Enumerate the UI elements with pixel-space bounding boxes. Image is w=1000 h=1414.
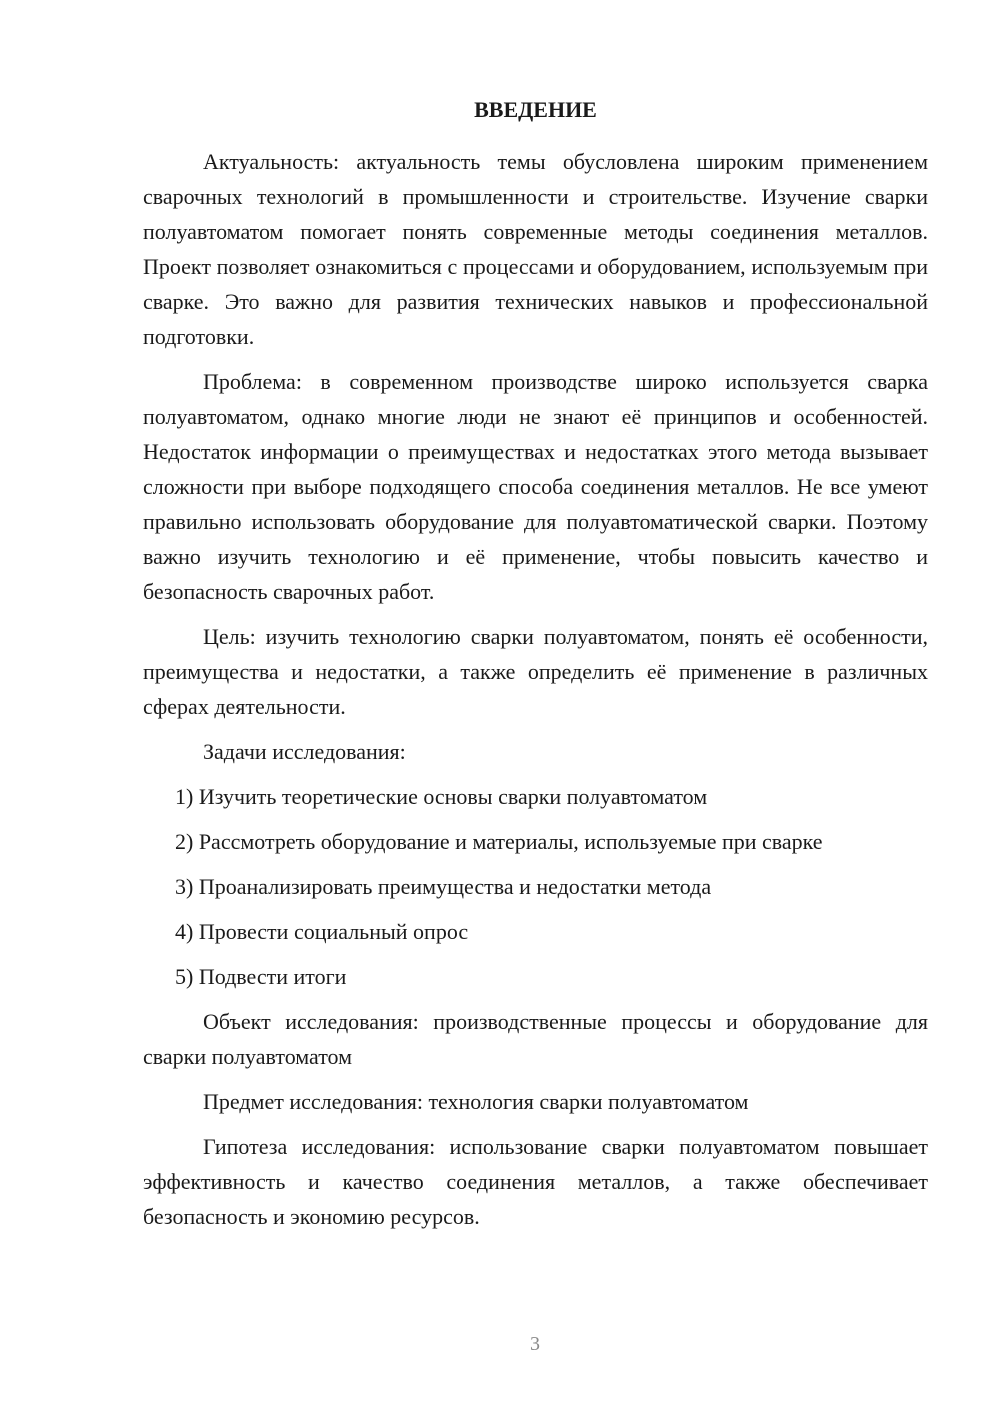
object-paragraph: Объект исследования: производственные процессы и оборудование для сварки полуавтоматом — [143, 1009, 928, 1069]
page-content — [143, 96, 928, 1234]
task-item-3: 3) Проанализировать преимущества и недостатки метода — [175, 874, 712, 899]
task-item-5: 5) Подвести итоги — [175, 964, 347, 989]
task-item-1: 1) Изучить теоретические основы сварки полуавтоматом — [175, 784, 708, 809]
problem-paragraph: Проблема: в современном производстве широко используется сварка полуавтоматом, однако многие люди не знают её принципов и особенностей. Недостаток информации о преимуществах и недостатках этого метода вызывает сложности при выборе подходящего способа соединения металлов. Не все умеют правильно использовать оборудование для полуавтоматической сварки. Поэтому важно изучить технологию и её применение, чтобы повысить качество и безопасность сварочных работ. — [143, 369, 928, 604]
subject-paragraph: Предмет исследования: технология сварки полуавтоматом — [203, 1089, 749, 1114]
goal-paragraph: Цель: изучить технологию сварки полуавтоматом, понять её особенности, преимущества и недостатки, а также определить её применение в различных сферах деятельности. — [143, 624, 928, 719]
page-number: 3 — [530, 1333, 540, 1355]
relevance-paragraph: Актуальность: актуальность темы обусловлена широким применением сварочных технологий в промышленности и строительстве. Изучение сварки полуавтоматом помогает понять современные методы соединения металлов. Проект позволяет ознакомиться с процессами и оборудованием, используемым при сварке. Это важно для развития технических навыков и профессиональной подготовки. — [143, 149, 928, 349]
hypothesis-paragraph: Гипотеза исследования: использование сварки полуавтоматом повышает эффективность и качество соединения металлов, а также обеспечивает безопасность и экономию ресурсов. — [143, 1134, 928, 1229]
tasks-heading: Задачи исследования: — [203, 739, 406, 764]
section-title: ВВЕДЕНИЕ — [474, 97, 597, 122]
task-item-2: 2) Рассмотреть оборудование и материалы, используемые при сварке — [175, 829, 823, 854]
task-item-4: 4) Провести социальный опрос — [175, 919, 469, 944]
